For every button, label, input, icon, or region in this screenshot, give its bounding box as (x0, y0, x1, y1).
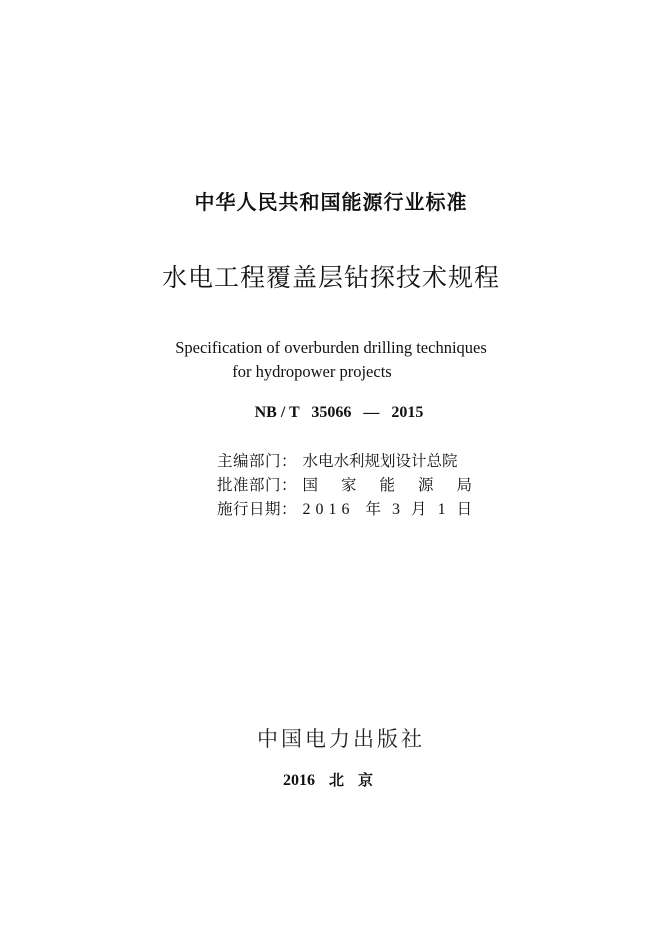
effective-day: 1 (437, 501, 446, 518)
title-english-line2: for hydropower projects (232, 362, 392, 381)
title-chinese: 水电工程覆盖层钻探技术规程 (161, 263, 500, 292)
standard-code-number: 35066 (311, 404, 352, 421)
approver-value: 国家能源局 (302, 476, 496, 494)
day-unit: 日 (456, 500, 473, 518)
approver-label: 批准部门 (217, 476, 282, 494)
standard-code-year: 2015 (391, 404, 424, 421)
standard-category: 中华人民共和国能源行业标准 (194, 190, 468, 214)
effective-month: 3 (392, 501, 401, 518)
standard-code-dash: — (363, 404, 380, 421)
editor-value: 水电水利规划设计总院 (302, 452, 458, 470)
publication-year: 2016 (282, 772, 315, 789)
approver-row: 批准部门： 国家能源局 (217, 473, 495, 495)
effective-date-row: 施行日期： 2016 年 3 月 1 日 (217, 497, 483, 519)
year-unit: 年 (365, 500, 382, 518)
month-unit: 月 (411, 500, 427, 518)
publication-place (4, 769, 662, 790)
effective-label: 施行日期 (217, 500, 282, 518)
publisher-name: 中国电力出版社 (257, 727, 425, 751)
standard-code-prefix: NB / T (254, 404, 300, 421)
editor-label: 主编部门 (217, 452, 282, 470)
effective-year: 2016 (302, 501, 355, 518)
editor-row: 主编部门： 水电水利规划设计总院 (217, 449, 458, 471)
title-english-line1: Specification of overburden drilling techniques (175, 338, 487, 357)
publication-city: 北京 (328, 771, 387, 789)
standard-code (8, 404, 662, 422)
